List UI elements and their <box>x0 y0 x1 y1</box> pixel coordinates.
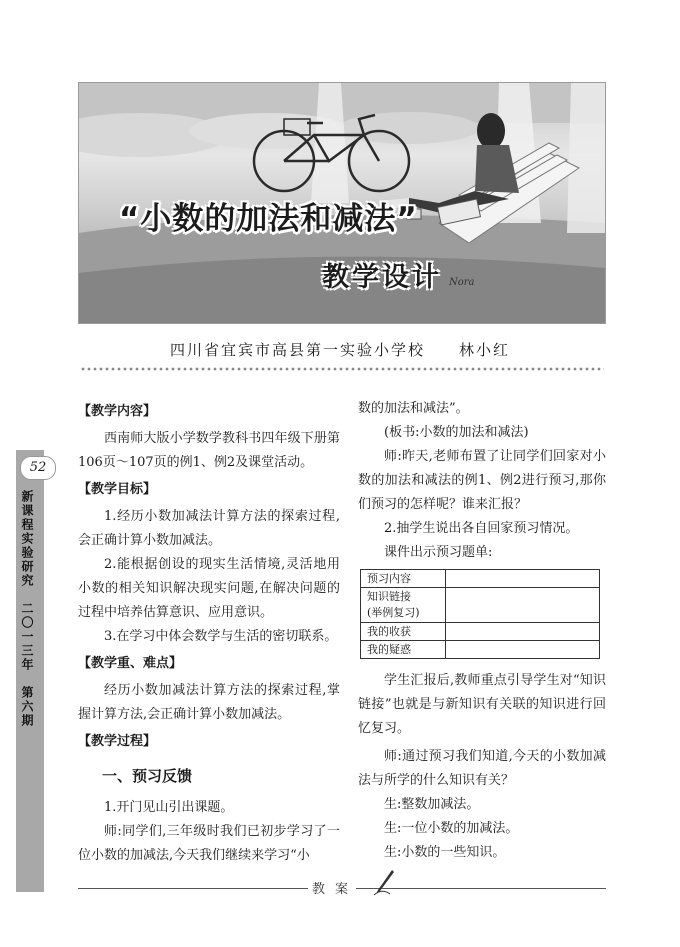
paragraph: 1.经历小数加减法计算方法的探索过程,会正确计算小数加减法。 <box>78 509 340 548</box>
journal-vertical-label <box>22 490 36 728</box>
footer-rule-left <box>78 888 308 889</box>
paragraph: 课件出示预习题单: <box>384 545 493 560</box>
table-cell-line: (举例复习) <box>367 606 420 619</box>
article-title: “小数的加法和减法” <box>119 201 418 237</box>
paragraph: 师:同学们,三年级时我们已初步学习了一位小数的加减法,今天我们继续来学习“小 <box>78 824 340 863</box>
title-banner <box>78 82 606 324</box>
paragraph: 1.开门见山引出课题。 <box>104 800 234 815</box>
paragraph: 西南师大版小学数学教科书四年级下册第106页～107页的例1、例2及课堂活动。 <box>78 431 340 470</box>
pen-icon <box>372 868 396 896</box>
table-row <box>361 641 600 659</box>
heading-goals: 【教学目标】 <box>78 482 157 497</box>
right-column <box>358 397 606 865</box>
paragraph: 经历小数加减法计算方法的探索过程,掌握计算方法,会正确计算小数加减法。 <box>78 683 340 722</box>
heading-process: 【教学过程】 <box>78 734 157 749</box>
paragraph: 2.能根据创设的现实生活情境,灵活地用小数的相关知识解决现实问题,在解决问题的过程中培养估算意识、应用意识。 <box>78 557 340 620</box>
paragraph: 生:一位小数的加减法。 <box>384 821 519 836</box>
table-row <box>361 570 600 588</box>
table-cell-empty <box>446 641 600 659</box>
paragraph: 2.抽学生说出各自回家预习情况。 <box>384 521 579 536</box>
ornament-divider <box>80 366 604 372</box>
author-line <box>0 339 680 360</box>
article-subtitle: 教学设计 <box>322 262 442 293</box>
table-cell: 我的收获 <box>361 623 446 641</box>
paragraph: 数的加法和减法”。 <box>358 401 469 416</box>
journal-issue: 第六期 <box>20 686 34 728</box>
paragraph: 生:小数的一些知识。 <box>384 845 506 860</box>
paragraph: 生:整数加减法。 <box>384 797 480 812</box>
paragraph: 3.在学习中体会数学与生活的密切联系。 <box>104 629 338 644</box>
table-cell: 预习内容 <box>361 570 446 588</box>
footer-section-label: 教案 <box>312 882 359 897</box>
table-cell-empty <box>446 588 600 623</box>
paragraph: 师:通过预习我们知道,今天的小数加减法与所学的什么知识有关？ <box>358 749 606 788</box>
table-cell <box>361 588 446 623</box>
author-name: 林小红 <box>459 341 511 359</box>
table-cell: 我的疑惑 <box>361 641 446 659</box>
journal-year: 二〇一三年 <box>20 602 34 672</box>
section-subheading: 一、预习反馈 <box>102 767 193 785</box>
table-row <box>361 623 600 641</box>
table-cell-empty <box>446 623 600 641</box>
heading-key-points: 【教学重、难点】 <box>78 656 183 671</box>
left-column <box>78 397 340 868</box>
page-number: 52 <box>20 456 56 480</box>
journal-name: 新课程实验研究 <box>20 490 34 588</box>
paragraph: 学生汇报后,教师重点引导学生对“知识链接”也就是与新知识有关联的知识进行回忆复习。 <box>358 673 606 736</box>
table-cell-line: 知识链接 <box>367 590 411 603</box>
heading-content: 【教学内容】 <box>78 404 157 419</box>
table-cell-empty <box>446 570 600 588</box>
artist-signature: Nora <box>449 277 475 288</box>
preview-table <box>360 569 600 659</box>
paragraph: 师:昨天,老师布置了让同学们回家对小数的加法和减法的例1、例2进行预习,那你们预习的怎样呢？谁来汇报？ <box>358 449 606 512</box>
author-school: 四川省宜宾市高县第一实验小学校 <box>169 341 425 359</box>
paragraph: (板书:小数的加法和减法) <box>384 425 529 440</box>
table-row <box>361 588 600 623</box>
